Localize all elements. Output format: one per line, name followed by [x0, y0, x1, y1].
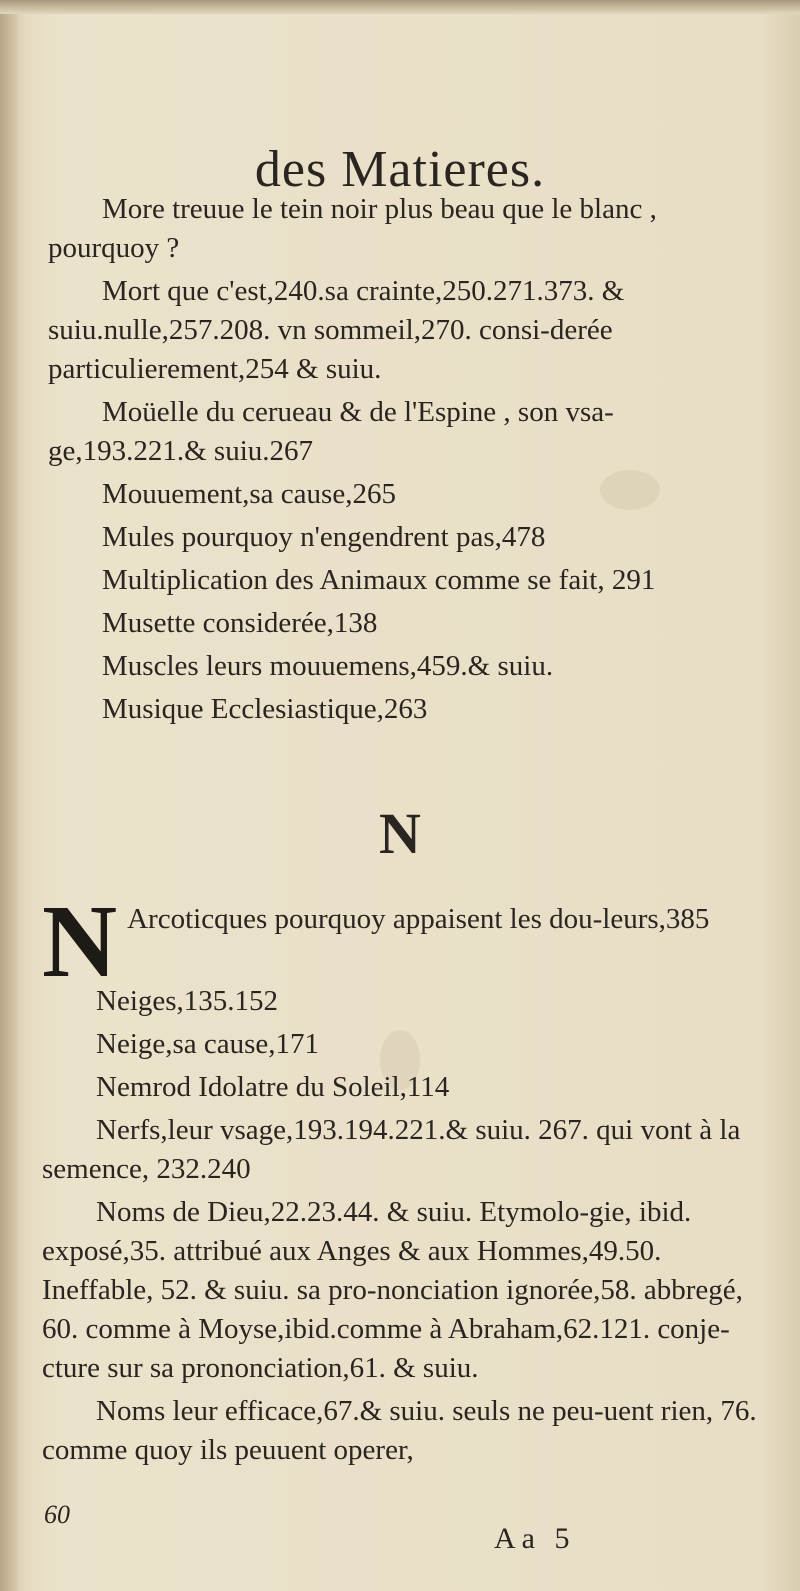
page-number: 60 [44, 1500, 70, 1529]
index-entry: Neiges,135.152 [96, 985, 279, 1017]
index-entry: More treuue le tein noir plus beau que le blanc , pourquoy ? [48, 193, 657, 264]
drop-cap-initial: N [42, 884, 118, 999]
index-entry: Musette considerée,138 [102, 607, 378, 639]
index-entry: Noms de Dieu,22.23.44. & suiu. Etymolo-gie, ibid. exposé,35. attribué aux Anges & aux Hommes,49.50. Ineffable, 52. & suiu. sa pro-nonciation ignorée,58. abbregé, 60. comme à Moyse,ibid.comme à Abraham,62.121. conje-cture sur sa prononciation,61. & suiu. [42, 1196, 743, 1384]
index-entry: Moüelle du cerueau & de l'Espine , son vsa-ge,193.221.& suiu.267 [48, 396, 614, 467]
index-entry: Neige,sa cause,171 [96, 1028, 320, 1060]
index-entry: Mules pourquoy n'engendrent pas,478 [102, 521, 546, 553]
index-entry: Nemrod Idolatre du Soleil,114 [96, 1071, 450, 1103]
section-letter-heading: N [379, 801, 421, 866]
page-top-edge [0, 0, 800, 14]
index-entry: Muscles leurs mouuemens,459.& suiu. [102, 650, 554, 682]
page-footer [0, 1500, 800, 1580]
running-head: des Matieres. [254, 141, 546, 198]
index-entry: Mort que c'est,240.sa crainte,250.271.373. & suiu.nulle,257.208. vn sommeil,270. consi-derée particulierement,254 & suiu. [48, 275, 625, 385]
index-entry: Multiplication des Animaux comme se fait, 291 [102, 564, 656, 596]
section-m-entries [48, 190, 768, 733]
signature-mark: Aa 5 [494, 1522, 576, 1555]
index-entry-text: Arcoticques pourquoy appaisent les dou-leurs,385 [127, 903, 710, 935]
index-entry: Noms leur efficace,67.& suiu. seuls ne peu-uent rien, 76. comme quoy ils peuuent operer, [42, 1395, 757, 1466]
index-entry: Mouuement,sa cause,265 [102, 478, 396, 510]
page-spine-shadow [0, 0, 18, 1591]
section-n-entries [42, 884, 768, 1474]
index-entry-first [42, 884, 768, 999]
index-entry: Nerfs,leur vsage,193.194.221.& suiu. 267. qui vont à la semence, 232.240 [42, 1114, 741, 1185]
index-entry: Musique Ecclesiastique,263 [102, 693, 428, 725]
